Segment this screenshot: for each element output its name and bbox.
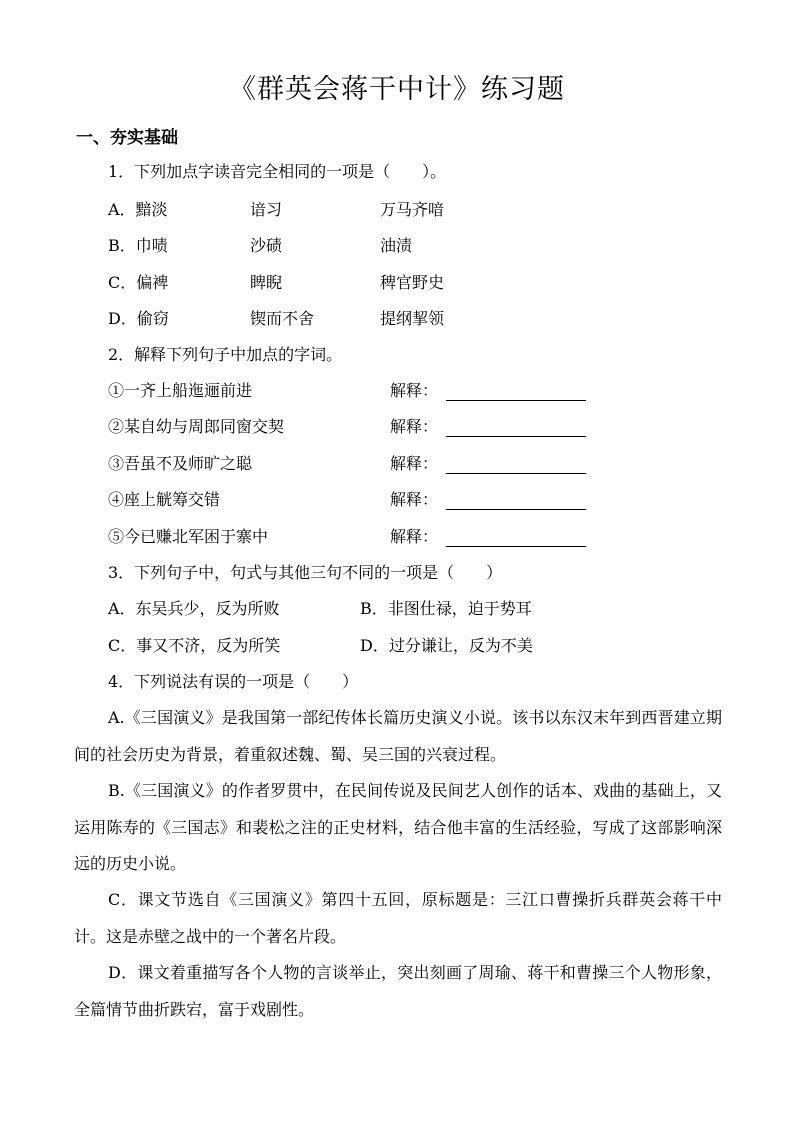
- q1-option-label: D．偷窃: [108, 309, 169, 328]
- q1-option-label: A．黯淡: [108, 200, 168, 219]
- explain-label: 解释：: [390, 490, 439, 509]
- answer-blank[interactable]: [446, 473, 586, 474]
- q1-option-word: 稗官野史: [380, 273, 445, 292]
- q3-option-b: B．非图仕禄，迫于势耳: [360, 599, 532, 618]
- question-4-stem: 4．下列说法有误的一项是（ ）: [108, 672, 359, 691]
- explain-label: 解释：: [390, 381, 439, 400]
- q2-sentence: ④座上觥筹交错: [108, 490, 221, 509]
- page-title: 《群英会蒋干中计》练习题: [229, 74, 565, 105]
- q3-option-c: C．事又不济，反为所笑: [108, 636, 281, 655]
- explain-label: 解释：: [390, 454, 439, 473]
- q4-option-c: C．课文节选自《三国演义》第四十五回，原标题是：三江口曹操折兵群英会蒋干中计。这是赤壁之战中的一个著名片段。: [74, 890, 722, 946]
- answer-blank[interactable]: [446, 509, 586, 510]
- q2-sentence: ③吾虽不及师旷之聪: [108, 454, 253, 473]
- q4-option-a: A.《三国演义》是我国第一部纪传体长篇历史演义小说。该书以东汉末年到西晋建立期间的社会历史为背景，着重叙述魏、蜀、吴三国的兴衰过程。: [74, 708, 722, 764]
- explain-label: 解释：: [390, 417, 439, 436]
- answer-blank[interactable]: [446, 400, 586, 401]
- question-2-stem: 2．解释下列句子中加点的字词。: [108, 345, 343, 364]
- answer-blank[interactable]: [446, 546, 586, 547]
- q3-option-d: D．过分谦让，反为不美: [360, 636, 533, 655]
- section-heading: 一、夯实基础: [76, 128, 178, 148]
- q2-sentence: ①一齐上船迤逦前进: [108, 381, 253, 400]
- q2-sentence: ②某自幼与周郎同窗交契: [108, 417, 285, 436]
- question-1-stem: 1．下列加点字读音完全相同的一项是（ ）。: [108, 162, 447, 181]
- q1-option-word: 油渍: [380, 236, 413, 255]
- answer-blank[interactable]: [446, 436, 586, 437]
- q1-option-word: 谙习: [250, 200, 283, 219]
- q1-option-word: 提纲挈领: [380, 309, 445, 328]
- q3-option-a: A．东吴兵少，反为所败: [108, 599, 280, 618]
- explain-label: 解释：: [390, 527, 439, 546]
- q1-option-word: 锲而不舍: [250, 309, 315, 328]
- q4-option-b: B.《三国演义》的作者罗贯中，在民间传说及民间艺人创作的话本、戏曲的基础上，又运用陈寿的《三国志》和裴松之注的正史材料，结合他丰富的生活经验，写成了这部影响深远的历史小说。: [74, 781, 722, 873]
- q1-option-word: 万马齐喑: [380, 200, 445, 219]
- question-3-stem: 3．下列句子中，句式与其他三句不同的一项是（ ）: [108, 563, 503, 582]
- q4-option-d: D．课文着重描写各个人物的言谈举止，突出刻画了周瑜、蒋干和曹操三个人物形象，全篇情节曲折跌宕，富于戏剧性。: [74, 963, 722, 1019]
- q1-option-word: 沙碛: [250, 236, 283, 255]
- q2-sentence: ⑤今已赚北军困于寨中: [108, 527, 269, 546]
- q1-option-label: C．偏裨: [108, 273, 169, 292]
- q1-option-label: B．巾啧: [108, 236, 168, 255]
- q1-option-word: 睥睨: [250, 273, 283, 292]
